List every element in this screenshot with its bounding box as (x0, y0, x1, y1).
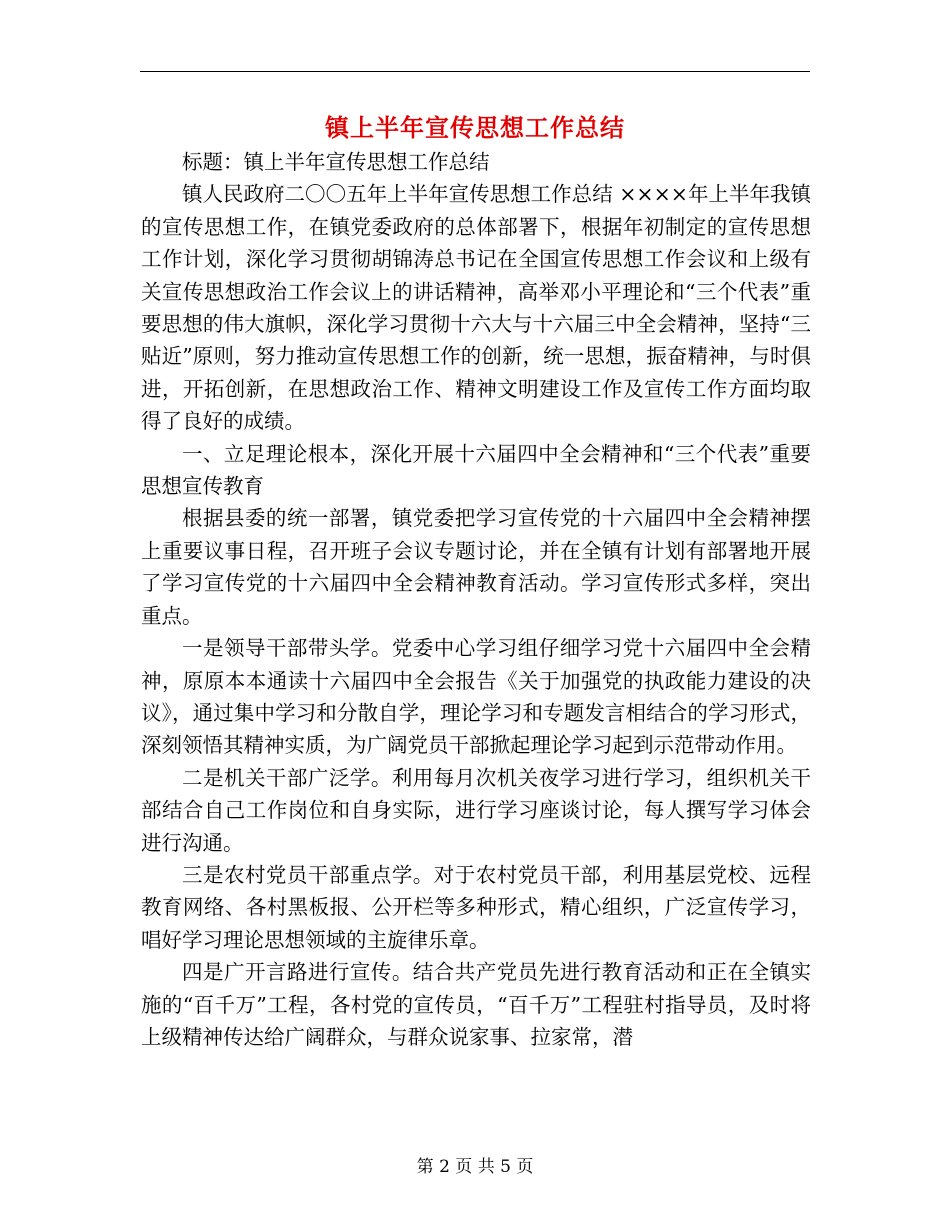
paragraph-item-four: 四是广开言路进行宣传。结合共产党员先进行教育活动和正在全镇实施的“百千万”工程，各村党的宣传员，“百千万”工程驻村指导员，及时将上级精神传达给广阔群众，与群众说家事、拉家常，潜 (141, 960, 811, 1049)
paragraph-intro: 镇人民政府二〇〇五年上半年宣传思想工作总结 ××××年上半年我镇的宣传思想工作，在镇党委政府的总体部署下，根据年初制定的宣传思想工作计划，深化学习贯彻胡锦涛总书记在全国宣传思想工作会议和上级有关宣传思想政治工作会议上的讲话精神，高举邓小平理论和“三个代表”重要思想的伟大旗帜，深化学习贯彻十六大与十六届三中全会精神，坚持“三贴近”原则，努力推动宣传思想工作的创新，统一思想，振奋精神，与时俱进，开拓创新，在思想政治工作、精神文明建设工作及宣传工作方面均取得了良好的成绩。 (141, 182, 811, 434)
paragraph-heading-line: 标题：镇上半年宣传思想工作总结 (182, 150, 490, 174)
document-title: 镇上半年宣传思想工作总结 (325, 114, 625, 142)
paragraph-item-three: 三是农村党员干部重点学。对于农村党员干部，利用基层党校、远程教育网络、各村黑板报、公开栏等多种形式，精心组织，广泛宣传学习，唱好学习理论思想领域的主旋律乐章。 (141, 862, 811, 952)
paragraph-section-intro: 根据县委的统一部署，镇党委把学习宣传党的十六届四中全会精神摆上重要议事日程，召开班子会议专题讨论，并在全镇有计划有部署地开展了学习宣传党的十六届四中全会精神教育活动。学习宣传形式多样，突出重点。 (141, 506, 811, 628)
paragraph-section-heading: 一、立足理论根本，深化开展十六届四中全会精神和“三个代表”重要思想宣传教育 (141, 441, 811, 499)
header-rule (140, 71, 810, 72)
page-number-footer: 第 2 页 共 5 页 (416, 1157, 534, 1177)
paragraph-item-two: 二是机关干部广泛学。利用每月次机关夜学习进行学习，组织机关干部结合自己工作岗位和自身实际，进行学习座谈讨论，每人撰写学习体会进行沟通。 (141, 765, 811, 855)
document-body (141, 146, 811, 1053)
paragraph-item-one: 一是领导干部带头学。党委中心学习组仔细学习党十六届四中全会精神，原原本本通读十六届四中全会报告《关于加强党的执政能力建设的决议》，通过集中学习和分散自学，理论学习和专题发言相结合的学习形式，深刻领悟其精神实质，为广阔党员干部掀起理论学习起到示范带动作用。 (141, 636, 811, 758)
